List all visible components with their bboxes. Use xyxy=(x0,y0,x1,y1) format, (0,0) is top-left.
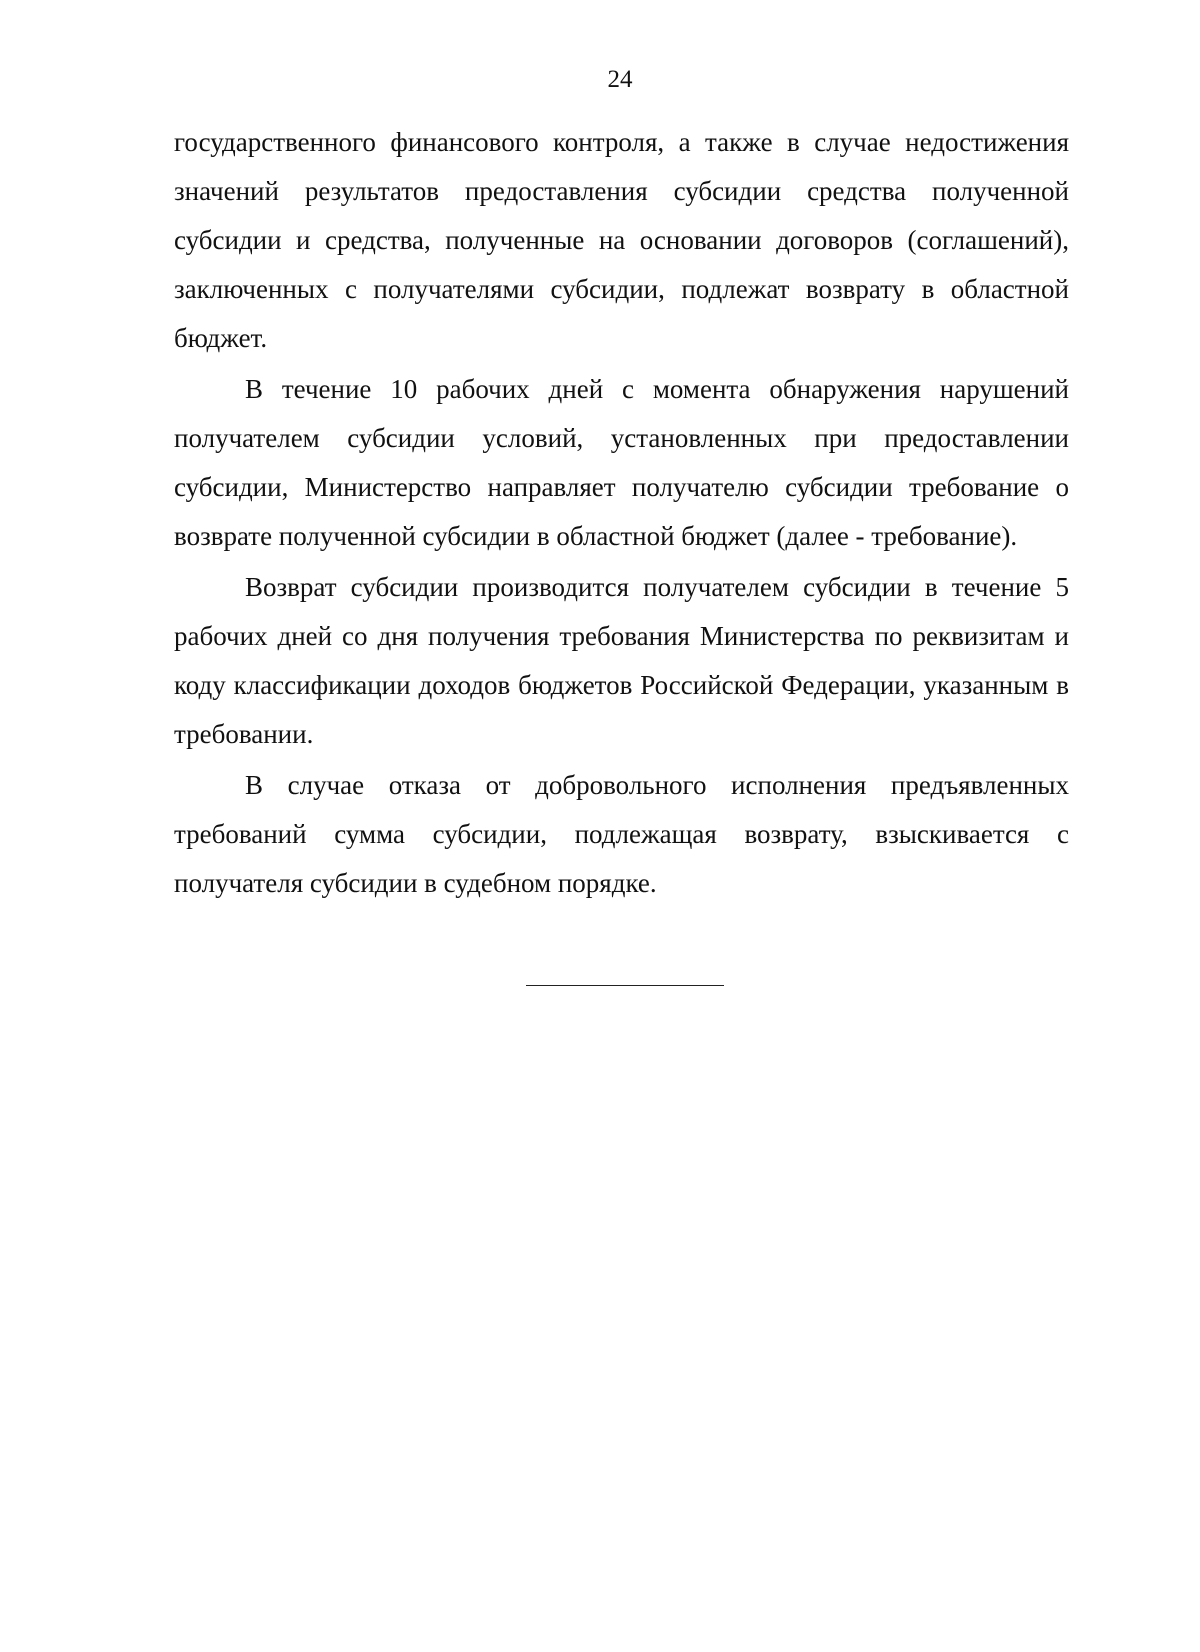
paragraph-continued: государственного финансового контроля, а также в случае недостижения значений результатов предоставления субсидии средства полученной субсидии и средства, полученные на основании договоров (соглашений), заключенных с получателями субсидии, подлежат возврату в областной бюджет. xyxy=(174,127,1069,353)
page-number: 24 xyxy=(607,66,633,93)
paragraph-judicial-recovery: В случае отказа от добровольного исполнения предъявленных требований сумма субсидии, подлежащая возврату, взыскивается с получателя субсидии в судебном порядке. xyxy=(174,770,1069,898)
paragraph-violation-notice: В течение 10 рабочих дней с момента обнаружения нарушений получателем субсидии условий, установленных при предоставлении субсидии, Министерство направляет получателю субсидии требование о возврате полученной субсидии в областной бюджет (далее - требование). xyxy=(174,374,1069,551)
end-of-text-rule xyxy=(526,985,724,986)
paragraph-refund-procedure: Возврат субсидии производится получателем субсидии в течение 5 рабочих дней со дня получения требования Министерства по реквизитам и коду классификации доходов бюджетов Российской Федерации, указанным в требовании. xyxy=(174,572,1069,749)
document-body xyxy=(174,118,1069,910)
